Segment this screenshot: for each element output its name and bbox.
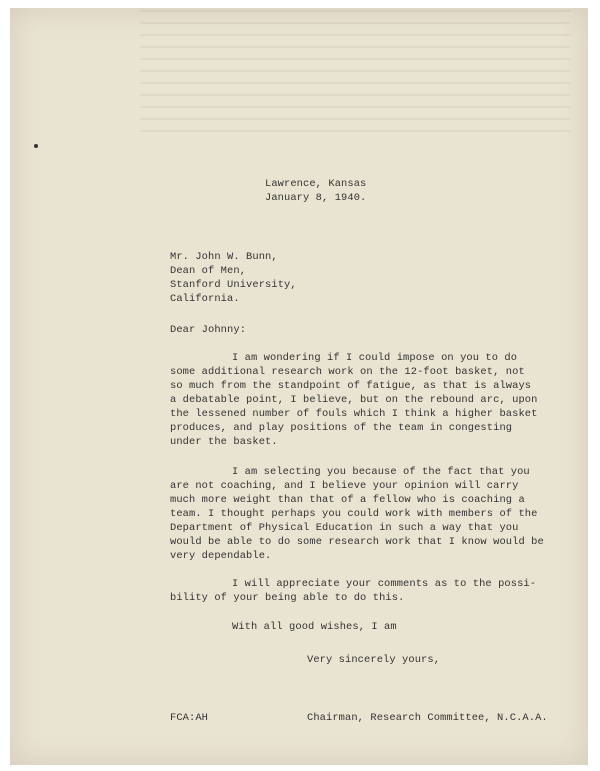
paragraph1-line: so much from the standpoint of fatigue, as that is always	[170, 380, 532, 392]
paragraph1-line: produces, and play positions of the team in congesting	[170, 422, 513, 434]
paragraph2-line: would be able to do some research work that I know would be	[170, 536, 544, 548]
ink-bleed-through	[140, 10, 570, 140]
paragraph2-line: team. I thought perhaps you could work with members of the	[170, 508, 538, 520]
paragraph2-line: Department of Physical Education in such a way that you	[170, 522, 519, 534]
paper-speck	[34, 144, 38, 148]
signature-title: Chairman, Research Committee, N.C.A.A.	[307, 712, 548, 724]
paragraph1-line: under the basket.	[170, 436, 278, 448]
paragraph2-line: much more weight than that of a fellow who is coaching a	[170, 494, 525, 506]
recipient-line: Mr. John W. Bunn,	[170, 251, 278, 263]
typist-initials: FCA:AH	[170, 712, 209, 724]
letter-place: Lawrence, Kansas	[265, 178, 367, 190]
letter-date: January 8, 1940.	[265, 192, 367, 204]
paragraph1-line: some additional research work on the 12-foot basket, not	[170, 366, 525, 378]
paragraph2-line: I am selecting you because of the fact that you	[232, 466, 530, 478]
closing: Very sincerely yours,	[307, 654, 441, 666]
paragraph3-line: I will appreciate your comments as to the possi-	[232, 578, 537, 590]
recipient-line: Stanford University,	[170, 279, 297, 291]
paragraph2-line: are not coaching, and I believe your opinion will carry	[170, 480, 519, 492]
paragraph1-line: a debatable point, I believe, but on the rebound arc, upon	[170, 394, 538, 406]
paragraph3-line: bility of your being able to do this.	[170, 592, 405, 604]
salutation: Dear Johnny:	[170, 324, 247, 336]
paragraph2-line: very dependable.	[170, 550, 272, 562]
recipient-line: Dean of Men,	[170, 265, 247, 277]
wishes: With all good wishes, I am	[232, 621, 397, 633]
paragraph1-line: I am wondering if I could impose on you to do	[232, 352, 518, 364]
recipient-line: California.	[170, 293, 240, 305]
paragraph1-line: the lessened number of fouls which I think a higher basket	[170, 408, 538, 420]
